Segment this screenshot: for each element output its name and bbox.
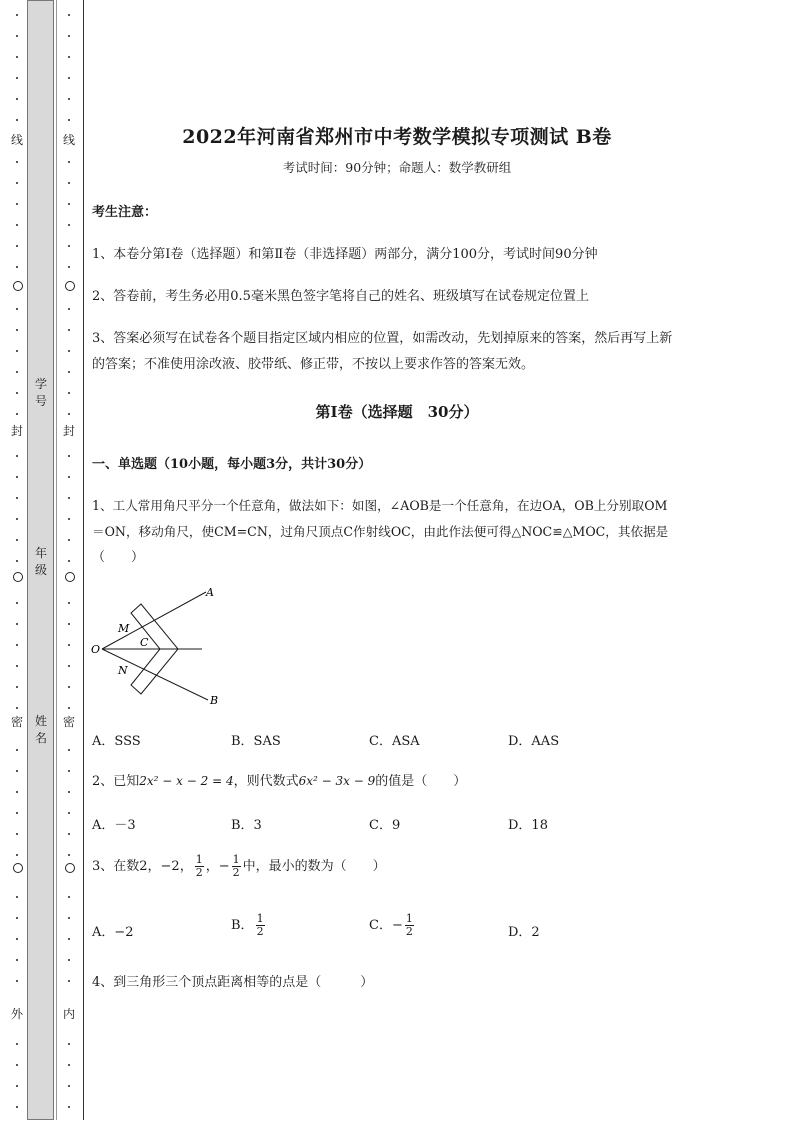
q2-equation: 2x² − x − 2 = 4 — [139, 774, 234, 788]
label-o: O — [91, 643, 101, 656]
margin-dot — [16, 854, 18, 856]
margin-dot — [16, 707, 18, 709]
margin-dot — [16, 749, 18, 751]
q3-option-b-den: 2 — [256, 925, 264, 938]
margin-dot — [16, 602, 18, 604]
field-name: 姓名 — [34, 714, 47, 745]
margin-dot — [16, 833, 18, 835]
notice-item-3-continued: 的答案；不准使用涂改液、胶带纸、修正带，不按以上要求作答的答案无效。 — [92, 357, 535, 372]
q3-option-a: A．−2 — [92, 925, 134, 940]
margin-ring — [13, 281, 23, 291]
margin-dot — [16, 518, 18, 520]
q1-text-line2: ＝ON，移动角尺，使CM=CN，过角尺顶点C作射线OC，由此作法便可得△NOC≌△MOC，其依据是 — [92, 524, 669, 539]
margin-inner-label-mi: 密 — [62, 715, 75, 729]
q1-angle-ruler-figure — [88, 580, 238, 710]
margin-dot — [16, 560, 18, 562]
margin-dot — [16, 686, 18, 688]
label-c: C — [140, 636, 149, 649]
q2-expression: 6x² − 3x − 9 — [298, 774, 376, 788]
q3-option-c-fraction — [405, 913, 414, 938]
label-n: N — [118, 664, 128, 677]
margin-dot — [16, 1106, 18, 1108]
notice-item-3: 3、答案必须写在试卷各个题目指定区域内相应的位置，如需改动，先划掉原来的答案，然后再写上新 — [92, 331, 673, 346]
margin-dot — [16, 14, 18, 16]
q2-suffix: 的值是（ ） — [375, 774, 467, 789]
margin-dot — [16, 497, 18, 499]
q1-option-d: D．AAS — [508, 734, 560, 749]
margin-dot — [16, 329, 18, 331]
q3-text — [92, 854, 386, 879]
part-heading: 一、单选题（10小题，每小题3分，共计30分） — [92, 457, 372, 472]
q2-option-c: C．9 — [369, 818, 401, 833]
margin-ring — [13, 572, 23, 582]
q3-option-b-num: 1 — [256, 912, 264, 925]
margin-dot — [16, 917, 18, 919]
margin-ring — [65, 863, 75, 873]
q2-prefix: 2、已知 — [92, 774, 140, 789]
q3-option-c — [369, 913, 416, 938]
margin-outer-label-feng: 封 — [10, 424, 23, 438]
q3-option-c-label: C．− — [369, 918, 403, 933]
notice-item-2: 2、答卷前，考生务必用0.5毫米黑色签字笔将自己的姓名、班级填写在试卷规定位置上 — [92, 289, 589, 304]
margin-dot — [16, 644, 18, 646]
margin-outer-label-xian: 线 — [10, 133, 23, 147]
margin-dot — [16, 371, 18, 373]
q3-frac-den: 2 — [195, 866, 203, 879]
margin-dot — [16, 224, 18, 226]
label-b: B — [210, 694, 219, 707]
q4-text: 4、到三角形三个顶点距离相等的点是（ ） — [92, 975, 374, 990]
margin-dot — [16, 539, 18, 541]
margin-dot — [16, 413, 18, 415]
exam-title: 2022年河南省郑州市中考数学模拟专项测试 B卷 — [182, 126, 612, 148]
q1-text-line1: 1、工人常用角尺平分一个任意角，做法如下：如图，∠AOB是一个任意角，在边OA，OB上分别取OM — [92, 498, 668, 513]
field-grade: 年级 — [34, 546, 47, 577]
q3-fraction-half — [195, 854, 204, 879]
margin-dot — [16, 1085, 18, 1087]
margin-dot — [16, 623, 18, 625]
q3-suffix: 中，最小的数为（ ） — [242, 859, 386, 874]
margin-dot — [16, 812, 18, 814]
margin-dot — [16, 665, 18, 667]
margin-ring — [65, 281, 75, 291]
section-title: 第Ⅰ卷（选择题 30分） — [315, 403, 479, 421]
q2-middle: ，则代数式 — [233, 774, 299, 789]
margin-dot — [16, 56, 18, 58]
margin-dot — [16, 392, 18, 394]
margin-dot — [16, 896, 18, 898]
margin-ring — [13, 863, 23, 873]
margin-dot — [16, 203, 18, 205]
margin-ring — [65, 572, 75, 582]
notice-heading: 考生注意： — [92, 205, 158, 220]
q2-option-a: A．－3 — [92, 818, 136, 833]
field-student-number: 学号 — [34, 377, 47, 408]
notice-item-1: 1、本卷分第Ⅰ卷（选择题）和第Ⅱ卷（非选择题）两部分，满分100分，考试时间90分钟 — [92, 247, 598, 262]
q3-option-b — [231, 913, 267, 938]
margin-dot — [16, 1043, 18, 1045]
margin-dot — [16, 1064, 18, 1066]
q1-option-b: B．SAS — [231, 734, 281, 749]
q3-frac-num: 1 — [195, 853, 203, 866]
label-m: M — [118, 622, 130, 635]
margin-dot — [16, 770, 18, 772]
margin-dot — [16, 35, 18, 37]
q3-option-c-num: 1 — [405, 912, 413, 925]
margin-inner-label-xian: 线 — [62, 133, 75, 147]
q3-frac2-den: 2 — [232, 866, 240, 879]
margin-dot — [16, 938, 18, 940]
q1-option-c: C．ASA — [369, 734, 420, 749]
margin-outer-label-wai: 外 — [10, 1007, 23, 1021]
exam-subtitle: 考试时间：90分钟；命题人：数学教研组 — [282, 160, 512, 175]
q1-option-a: A．SSS — [92, 734, 141, 749]
q2-option-d: D．18 — [508, 818, 548, 833]
q3-option-b-label: B． — [231, 918, 254, 933]
margin-outer-label-mi: 密 — [10, 715, 23, 729]
margin-dot — [16, 245, 18, 247]
q3-option-b-fraction — [256, 913, 265, 938]
margin-dot — [16, 182, 18, 184]
margin-dot — [16, 455, 18, 457]
margin-dot — [16, 959, 18, 961]
q3-frac2-num: 1 — [232, 853, 240, 866]
margin-dot — [16, 161, 18, 163]
margin-dot — [16, 476, 18, 478]
q3-prefix: 3、在数2，−2， — [92, 859, 193, 874]
margin-inner-label-feng: 封 — [62, 424, 75, 438]
q1-text-line3: （ ） — [92, 550, 145, 565]
q3-sep: ，− — [205, 859, 230, 874]
margin-inner-label-nei: 内 — [62, 1007, 75, 1021]
margin-dot — [16, 308, 18, 310]
label-a: A — [206, 586, 214, 599]
margin-dot — [16, 119, 18, 121]
margin-dot — [16, 980, 18, 982]
q2-text — [92, 770, 466, 789]
margin-dot — [16, 77, 18, 79]
margin-dot — [16, 791, 18, 793]
q3-fraction-neg-half — [232, 854, 241, 879]
q2-option-b: B．3 — [231, 818, 262, 833]
margin-dot — [16, 266, 18, 268]
q3-option-c-den: 2 — [405, 925, 413, 938]
margin-dot — [16, 350, 18, 352]
q3-option-d: D．2 — [508, 925, 540, 940]
margin-dot — [16, 98, 18, 100]
